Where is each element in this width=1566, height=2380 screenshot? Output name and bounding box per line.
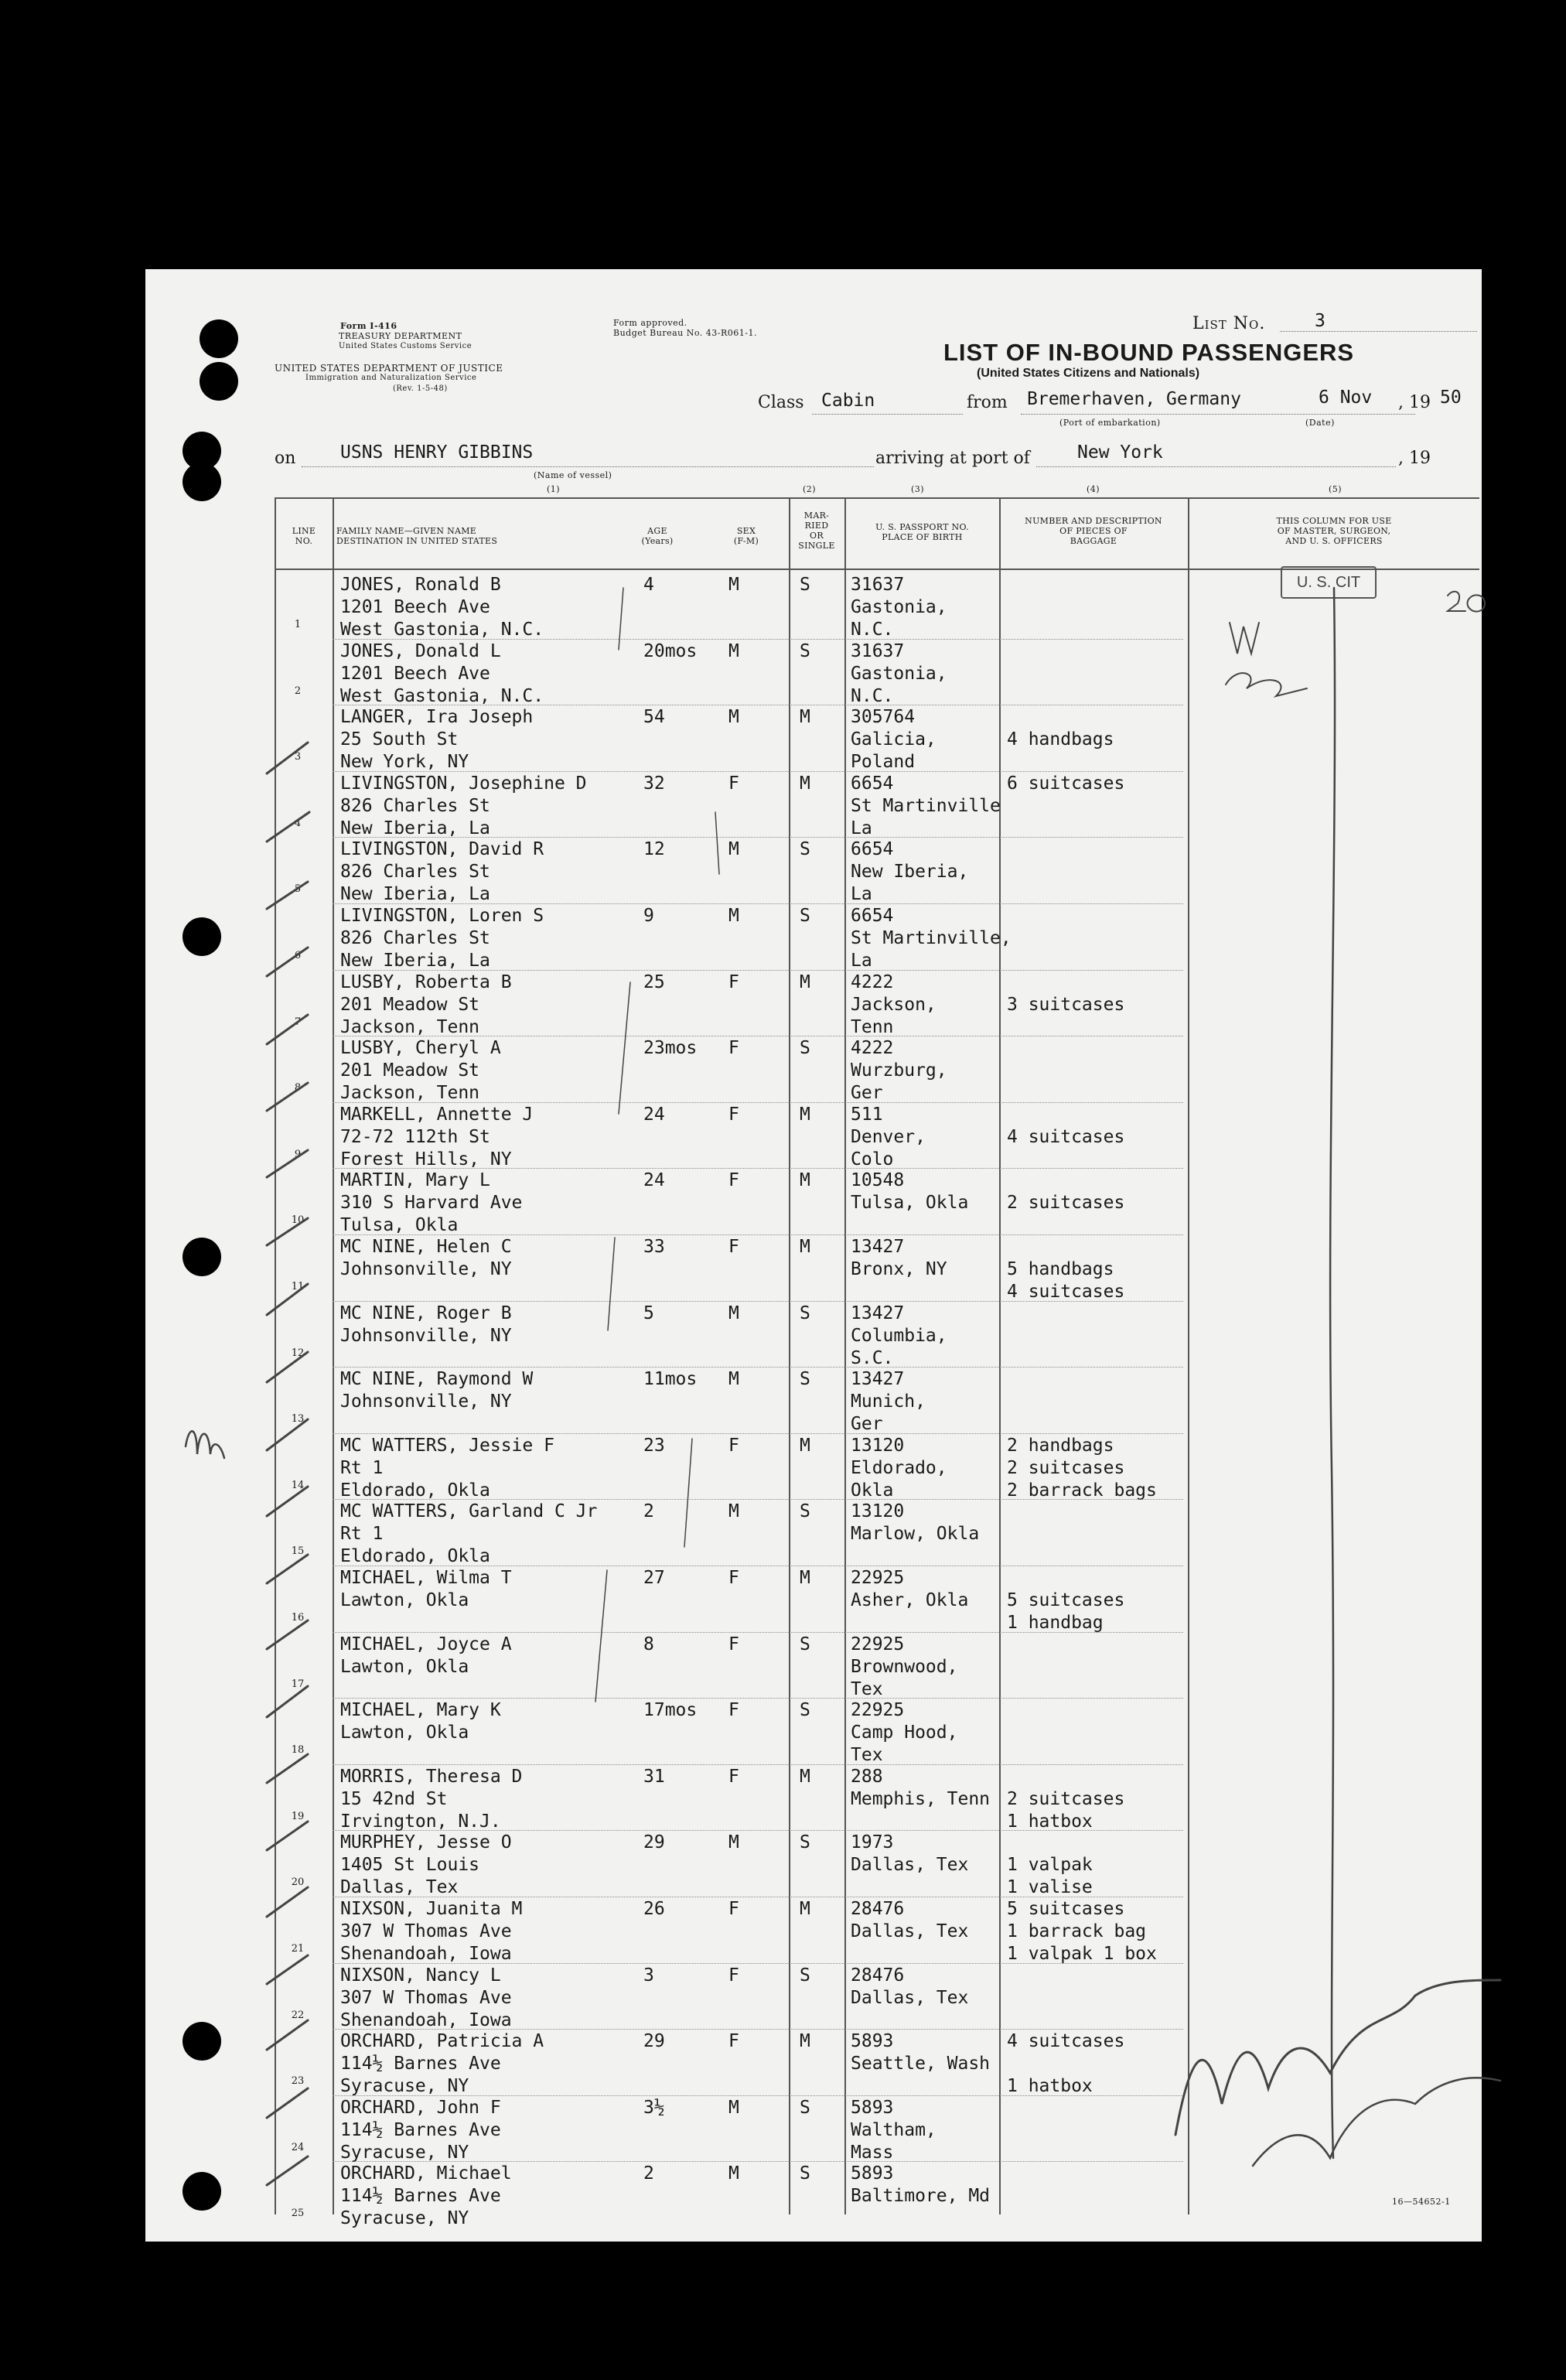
passenger-name: NIXSON, Nancy L 307 W Thomas Ave Shenandoah, Iowa <box>340 1965 512 2030</box>
passenger-name: MC WATTERS, Jessie F Rt 1 Eldorado, Okla <box>340 1435 554 1501</box>
passenger-name: MICHAEL, Wilma T Lawton, Okla <box>340 1568 512 1610</box>
port-value: Bremerhaven, Germany <box>1027 389 1241 409</box>
marital-status: M <box>800 971 810 992</box>
justice-label: UNITED STATES DEPARTMENT OF JUSTICE <box>275 363 503 374</box>
line-number: 16 <box>291 1612 305 1624</box>
passenger-sex: M <box>728 1369 739 1390</box>
passenger-age: 32 <box>643 773 665 794</box>
line-number: 23 <box>291 2075 305 2088</box>
marital-status: M <box>800 773 810 794</box>
passenger-name: LUSBY, Cheryl A 201 Meadow St Jackson, Tenn <box>340 1038 501 1104</box>
passport-and-birthplace: 22925 Brownwood, Tex <box>851 1634 958 1699</box>
passenger-age: 17mos <box>643 1700 698 1721</box>
passport-and-birthplace: 5893 Seattle, Wash <box>851 2031 991 2074</box>
passenger-name: ORCHARD, Michael 114½ Barnes Ave Syracuse, NY <box>340 2163 512 2229</box>
line-number: 11 <box>291 1281 305 1292</box>
form-approved-label: Form approved. <box>613 318 687 328</box>
vessel-value: USNS HENRY GIBBINS <box>340 442 534 463</box>
passport-and-birthplace: 31637 Gastonia, N.C. <box>851 640 947 706</box>
marital-status: S <box>800 2097 810 2118</box>
ins-label: Immigration and Naturalization Service <box>305 374 477 382</box>
baggage-description: 2 suitcases <box>1007 1193 1125 1214</box>
marital-status: S <box>800 2163 810 2184</box>
passenger-name: MC NINE, Raymond W Johnsonville, NY <box>340 1369 534 1412</box>
passenger-age: 9 <box>643 906 654 926</box>
passenger-sex: M <box>728 575 739 595</box>
form-number: Form I-416 <box>340 321 397 331</box>
passenger-name: ORCHARD, Patricia A 114½ Barnes Ave Syracuse, NY <box>340 2031 544 2097</box>
line-number: 14 <box>291 1479 305 1491</box>
passenger-sex: F <box>728 1568 739 1588</box>
baggage-description: 6 suitcases <box>1007 773 1125 794</box>
treasury-label: TREASURY DEPARTMENT <box>339 331 462 341</box>
passenger-sex: M <box>728 640 739 661</box>
col-num-5: (5) <box>1329 484 1343 494</box>
marital-status: S <box>800 1501 810 1522</box>
baggage-description: 2 suitcases 1 hatbox <box>1007 1788 1125 1832</box>
line-number: 17 <box>291 1678 305 1690</box>
line-number: 6 <box>294 950 302 961</box>
passport-and-birthplace: 13427 Columbia, S.C. <box>851 1303 947 1368</box>
date-value: 6 Nov <box>1319 388 1373 408</box>
passenger-sex: M <box>728 839 739 860</box>
passenger-age: 23 <box>643 1435 665 1456</box>
marital-status: M <box>800 1104 810 1125</box>
passenger-sex: M <box>728 2163 739 2184</box>
passenger-age: 11mos <box>643 1369 698 1390</box>
col-num-3: (3) <box>911 484 925 494</box>
marital-status: M <box>800 1568 810 1588</box>
passport-and-birthplace: 511 Denver, Colo <box>851 1104 926 1170</box>
passenger-name: MORRIS, Theresa D 15 42nd St Irvington, N.J. <box>340 1766 523 1832</box>
passport-and-birthplace: 4222 Wurzburg, Ger <box>851 1038 947 1104</box>
passenger-name: MC WATTERS, Garland C Jr Rt 1 Eldorado, Okla <box>340 1501 598 1567</box>
date-caption: (Date) <box>1305 418 1335 428</box>
passenger-age: 54 <box>643 707 665 728</box>
header-baggage: NUMBER AND DESCRIPTION OF PIECES OF BAGGAGE <box>1025 516 1162 546</box>
baggage-description: 1 valpak 1 valise <box>1007 1855 1093 1898</box>
passport-and-birthplace: 10548 Tulsa, Okla <box>851 1170 969 1214</box>
passenger-sex: F <box>728 773 739 794</box>
baggage-description: 3 suitcases <box>1007 994 1125 1015</box>
passenger-age: 2 <box>643 1501 654 1522</box>
class-value: Cabin <box>821 391 875 411</box>
passenger-age: 24 <box>643 1170 665 1191</box>
passenger-name: LIVINGSTON, Loren S 826 Charles St New Iberia, La <box>340 906 544 971</box>
list-no-value: 3 <box>1315 311 1325 331</box>
baggage-description: 5 suitcases 1 barrack bag 1 valpak 1 box <box>1007 1899 1157 1964</box>
col-num-1: (1) <box>547 484 561 494</box>
line-number: 9 <box>294 1148 302 1160</box>
line-number: 25 <box>291 2208 305 2220</box>
marital-status: M <box>800 707 810 728</box>
year-value: 50 <box>1440 388 1462 408</box>
passport-and-birthplace: 6654 St Martinville La <box>851 773 1001 838</box>
baggage-description: 4 suitcases <box>1007 1126 1125 1147</box>
passenger-sex: M <box>728 707 739 728</box>
list-no-label: List No. <box>1192 314 1266 333</box>
line-number: 4 <box>294 817 302 829</box>
passenger-name: LIVINGSTON, Josephine D 826 Charles St New Iberia, La <box>340 773 587 838</box>
line-number: 2 <box>294 685 302 697</box>
passenger-sex: M <box>728 1501 739 1522</box>
passenger-age: 27 <box>643 1568 665 1588</box>
passenger-sex: M <box>728 1832 739 1853</box>
passenger-name: LANGER, Ira Joseph 25 South St New York, NY <box>340 707 534 773</box>
passenger-age: 4 <box>643 575 654 595</box>
passenger-age: 8 <box>643 1634 654 1654</box>
passport-and-birthplace: 4222 Jackson, Tenn <box>851 971 937 1037</box>
passenger-name: MURPHEY, Jesse O 1405 St Louis Dallas, Tex <box>340 1832 512 1898</box>
passenger-age: 24 <box>643 1104 665 1125</box>
baggage-description: 4 handbags <box>1007 729 1114 750</box>
passenger-sex: F <box>728 1435 739 1456</box>
passport-and-birthplace: 5893 Baltimore, Md <box>851 2163 991 2207</box>
line-number: 3 <box>294 751 302 763</box>
line-number: 10 <box>291 1214 305 1227</box>
header-line-no: LINE NO. <box>292 526 316 546</box>
passenger-age: 12 <box>643 839 665 860</box>
passenger-sex: F <box>728 1965 739 1986</box>
header-age: AGE (Years) <box>641 526 674 546</box>
passenger-sex: F <box>728 1104 739 1125</box>
passenger-name: MARTIN, Mary L 310 S Harvard Ave Tulsa, Okla <box>340 1170 523 1236</box>
passenger-age: 3½ <box>643 2097 665 2118</box>
passenger-age: 3 <box>643 1965 654 1986</box>
passport-and-birthplace: 28476 Dallas, Tex <box>851 1899 969 1941</box>
passenger-sex: F <box>728 2031 739 2052</box>
passenger-age: 20mos <box>643 640 698 661</box>
passport-and-birthplace: 6654 St Martinville, La <box>851 906 1012 971</box>
marital-status: S <box>800 1038 810 1059</box>
passport-and-birthplace: 1973 Dallas, Tex <box>851 1832 969 1876</box>
on-label: on <box>275 449 296 468</box>
baggage-description: 4 suitcases 1 hatbox <box>1007 2031 1125 2097</box>
passenger-name: MC NINE, Helen C Johnsonville, NY <box>340 1237 512 1279</box>
marital-status: S <box>800 1700 810 1721</box>
line-number: 21 <box>291 1943 305 1955</box>
marital-status: S <box>800 1634 810 1654</box>
passport-and-birthplace: 31637 Gastonia, N.C. <box>851 575 947 640</box>
passenger-name: LIVINGSTON, David R 826 Charles St New Iberia, La <box>340 839 544 905</box>
passenger-name: JONES, Donald L 1201 Beech Ave West Gastonia, N.C. <box>340 640 544 706</box>
baggage-description: 2 handbags 2 suitcases 2 barrack bags <box>1007 1435 1157 1501</box>
line-number: 24 <box>291 2141 305 2153</box>
marital-status: S <box>800 575 810 595</box>
col-num-2: (2) <box>803 484 817 494</box>
passenger-sex: F <box>728 1038 739 1059</box>
marital-status: M <box>800 1435 810 1456</box>
line-number: 7 <box>294 1016 302 1028</box>
passenger-name: MC NINE, Roger B Johnsonville, NY <box>340 1303 512 1346</box>
passenger-name: ORCHARD, John F 114½ Barnes Ave Syracuse, NY <box>340 2097 501 2163</box>
form-subtitle: (United States Citizens and Nationals) <box>977 367 1200 380</box>
passenger-sex: F <box>728 1700 739 1721</box>
passenger-name: NIXSON, Juanita M 307 W Thomas Ave Shenandoah, Iowa <box>340 1899 523 1964</box>
header-married: MAR- RIED OR SINGLE <box>798 510 835 551</box>
header-passport: U. S. PASSPORT NO. PLACE OF BIRTH <box>875 522 969 542</box>
passenger-name: MICHAEL, Joyce A Lawton, Okla <box>340 1634 512 1677</box>
passenger-name: MARKELL, Annette J 72-72 112th St Forest Hills, NY <box>340 1104 534 1170</box>
budget-bureau-label: Budget Bureau No. 43-R061-1. <box>613 328 758 338</box>
passport-and-birthplace: 28476 Dallas, Tex <box>851 1965 969 2008</box>
passenger-age: 33 <box>643 1237 665 1257</box>
baggage-description: 5 handbags 4 suitcases <box>1007 1259 1125 1302</box>
passenger-name: MICHAEL, Mary K Lawton, Okla <box>340 1700 501 1743</box>
marital-status: M <box>800 1766 810 1787</box>
year-prefix: , 19 <box>1398 393 1431 412</box>
passport-and-birthplace: 13427 Munich, Ger <box>851 1369 926 1435</box>
passenger-sex: F <box>728 1899 739 1919</box>
col-num-4: (4) <box>1087 484 1100 494</box>
line-number: 5 <box>294 883 302 896</box>
revision-label: (Rev. 1-5-48) <box>393 384 448 393</box>
customs-label: United States Customs Service <box>339 342 473 350</box>
from-label: from <box>967 393 1008 412</box>
passenger-sex: F <box>728 1170 739 1191</box>
marital-status: M <box>800 1237 810 1257</box>
marital-status: S <box>800 906 810 926</box>
header-name: FAMILY NAME—GIVEN NAME DESTINATION IN UNITED STATES <box>336 526 498 546</box>
passport-and-birthplace: 13427 Bronx, NY <box>851 1237 947 1279</box>
passenger-sex: F <box>728 1237 739 1257</box>
passenger-sex: F <box>728 1766 739 1787</box>
line-number: 1 <box>294 619 302 630</box>
passenger-age: 5 <box>643 1303 654 1323</box>
marital-status: S <box>800 1832 810 1853</box>
header-sex: SEX (F-M) <box>733 526 759 546</box>
marital-status: S <box>800 839 810 860</box>
passport-and-birthplace: 6654 New Iberia, La <box>851 839 969 905</box>
line-number: 13 <box>291 1413 305 1426</box>
header-officers: THIS COLUMN FOR USE OF MASTER, SURGEON, AND U. S. OFFICERS <box>1276 516 1392 546</box>
line-number: 8 <box>294 1082 302 1094</box>
marital-status: S <box>800 640 810 661</box>
passenger-sex: M <box>728 1303 739 1323</box>
marital-status: M <box>800 2031 810 2052</box>
passenger-name: LUSBY, Roberta B 201 Meadow St Jackson, Tenn <box>340 971 512 1037</box>
passenger-sex: F <box>728 971 739 992</box>
form-title: LIST OF IN-BOUND PASSENGERS <box>943 339 1355 366</box>
marital-status: S <box>800 1965 810 1986</box>
passport-and-birthplace: 13120 Eldorado, Okla <box>851 1435 947 1501</box>
passenger-name: JONES, Ronald B 1201 Beech Ave West Gastonia, N.C. <box>340 575 544 640</box>
baggage-description: 5 suitcases 1 handbag <box>1007 1590 1125 1633</box>
passenger-age: 23mos <box>643 1038 698 1059</box>
line-number: 20 <box>291 1876 305 1889</box>
passenger-sex: M <box>728 906 739 926</box>
footer-code: 16—54652-1 <box>1392 2197 1451 2207</box>
line-number: 22 <box>291 2009 305 2021</box>
port-caption: (Port of embarkation) <box>1059 418 1161 428</box>
line-number: 12 <box>291 1347 305 1359</box>
arrival-port-value: New York <box>1077 442 1163 463</box>
marital-status: S <box>800 1303 810 1323</box>
line-number: 19 <box>291 1810 305 1822</box>
us-citizen-stamp: U. S. CIT <box>1281 566 1377 599</box>
passenger-age: 31 <box>643 1766 665 1787</box>
marital-status: M <box>800 1170 810 1191</box>
passport-and-birthplace: 13120 Marlow, Okla <box>851 1501 980 1545</box>
arrival-year-prefix: , 19 <box>1398 449 1431 468</box>
passport-and-birthplace: 288 Memphis, Tenn <box>851 1766 991 1809</box>
vessel-caption: (Name of vessel) <box>534 470 612 480</box>
passenger-age: 2 <box>643 2163 654 2184</box>
marital-status: M <box>800 1899 810 1919</box>
passenger-age: 25 <box>643 971 665 992</box>
passenger-sex: M <box>728 2097 739 2118</box>
passenger-age: 29 <box>643 1832 665 1853</box>
class-label: Class <box>758 393 804 412</box>
passport-and-birthplace: 22925 Asher, Okla <box>851 1568 969 1610</box>
marital-status: S <box>800 1369 810 1390</box>
line-number: 15 <box>291 1545 305 1558</box>
passenger-age: 29 <box>643 2031 665 2052</box>
passenger-age: 26 <box>643 1899 665 1919</box>
arriving-label: arriving at port of <box>875 449 1030 468</box>
passport-and-birthplace: 305764 Galicia, Poland <box>851 707 937 773</box>
passport-and-birthplace: 5893 Waltham, Mass <box>851 2097 937 2163</box>
passenger-sex: F <box>728 1634 739 1654</box>
line-number: 18 <box>291 1744 305 1757</box>
passport-and-birthplace: 22925 Camp Hood, Tex <box>851 1700 958 1766</box>
